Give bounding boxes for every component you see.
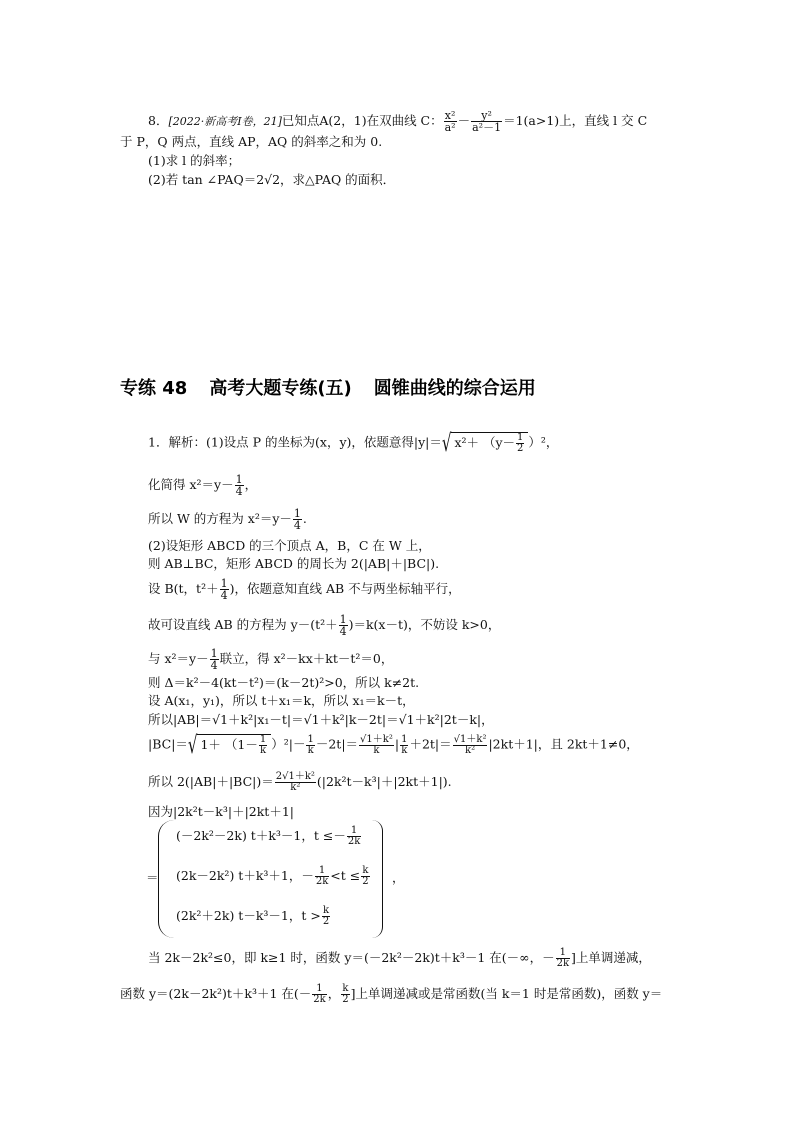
- fraction: [400, 735, 408, 756]
- denominator: 2: [362, 876, 369, 887]
- denominator: 2k: [315, 876, 329, 887]
- denominator: k: [307, 744, 314, 756]
- fraction: [293, 508, 302, 531]
- denominator: a²: [444, 121, 456, 134]
- text: 设 B(t，t²＋: [148, 581, 219, 596]
- text: (2k²＋2k) t－k³－1，t >: [176, 908, 321, 923]
- numerator: 1: [517, 432, 524, 443]
- text: 所以 2(|AB|＋|BC|)＝: [148, 774, 274, 789]
- numerator: 1: [347, 826, 361, 837]
- denominator: 2: [322, 916, 330, 927]
- case-1: [176, 826, 362, 847]
- fraction: [361, 866, 369, 887]
- text: ，: [327, 986, 341, 1001]
- cases-end: ，: [392, 870, 405, 885]
- solution-line-16: [120, 984, 662, 1005]
- solution-line-14: 因为|2k²t－k³|＋|2kt＋1|: [148, 804, 294, 819]
- problem-line-3: (1)求 l 的斜率；: [148, 153, 241, 168]
- numerator: x²: [444, 109, 456, 122]
- numerator: k: [362, 865, 369, 876]
- sqrt-symbol: √: [441, 428, 452, 458]
- denominator: k: [373, 744, 380, 756]
- denominator: 4: [293, 519, 301, 532]
- solution-line-11: 所以|AB|＝√1＋k²|x₁－t|＝√1＋k²|k－2t|＝√1＋k²|2t－k|，: [148, 712, 494, 727]
- text: |2kt＋1|，且 2kt＋1≠0，: [488, 736, 639, 752]
- solution-line-5: 则 AB⊥BC，矩形 ABCD 的周长为 2(|AB|＋|BC|).: [148, 556, 440, 571]
- fraction: [220, 578, 229, 601]
- fraction: [312, 984, 326, 1005]
- numerator: 1: [315, 866, 329, 877]
- denominator: 4: [235, 485, 243, 498]
- fraction: [339, 614, 348, 637]
- sqrt-radicand: [197, 734, 271, 756]
- solution-line-13: [148, 772, 452, 793]
- fraction: [453, 735, 488, 756]
- text: ）²，: [528, 434, 559, 450]
- fraction: [235, 474, 244, 497]
- text: 所以 W 的方程为 x²＝y－: [148, 511, 292, 526]
- denominator: k: [260, 745, 267, 756]
- fraction: [322, 906, 330, 927]
- solution-line-3: [148, 508, 307, 531]
- text: 1＋ （1－: [200, 737, 258, 752]
- numerator: 1: [235, 473, 243, 486]
- text: －2t|＝: [315, 736, 359, 752]
- text: ）²|－: [271, 736, 306, 752]
- text: 与 x²＝y－: [148, 651, 209, 666]
- text: ＋2t|＝: [409, 736, 452, 752]
- numerator: √1＋k²: [360, 733, 393, 745]
- text: ，: [244, 477, 258, 492]
- text: )，依题意知直线 AB 不与两坐标轴平行，: [229, 581, 461, 596]
- denominator: a²－1: [472, 121, 502, 134]
- text: )＝k(x－t)，不妨设 k>0，: [348, 617, 501, 632]
- fraction: [306, 735, 314, 756]
- problem-source: [2022·新高考Ⅰ卷，21]: [168, 115, 282, 128]
- case-2: [176, 866, 371, 887]
- section-title: [120, 374, 536, 400]
- text: 函数 y＝(2k－2k²)t＋k³＋1 在(－: [120, 986, 312, 1001]
- section-number: 专练 48: [120, 378, 188, 399]
- denominator: 2k: [556, 958, 570, 969]
- problem-line-4: (2)若 tan ∠PAQ＝2√2，求△PAQ 的面积．: [148, 172, 396, 187]
- sqrt-radicand: [451, 432, 528, 454]
- fraction: [259, 735, 267, 756]
- numerator: y²: [471, 110, 502, 122]
- text: 联立，得 x²－kx＋kt－t²＝0，: [219, 651, 394, 666]
- section-subtitle: 高考大题专练(五): [209, 378, 352, 399]
- text: ]上单调递减，: [571, 950, 651, 965]
- denominator: k: [401, 744, 408, 756]
- text: 故可设直线 AB 的方程为 y－(t²＋: [148, 617, 338, 632]
- fraction: [471, 110, 502, 133]
- denominator: 4: [210, 659, 218, 672]
- numerator: 1: [307, 733, 314, 745]
- text: 当 2k－2k²≤0，即 k≥1 时，函数 y＝(－2k²－2k)t＋k³－1 在(－∞，－: [148, 950, 555, 965]
- text: <t ≤: [330, 868, 361, 883]
- fraction: [359, 735, 394, 756]
- right-brace: [372, 820, 383, 938]
- fraction: [556, 948, 570, 969]
- denominator: 2k: [347, 836, 361, 847]
- numerator: 2√1＋k²: [275, 771, 315, 782]
- text: －: [457, 113, 471, 128]
- solution-line-4: (2)设矩形 ABCD 的三个顶点 A，B，C 在 W 上，: [148, 538, 431, 553]
- solution-line-1: [148, 428, 559, 458]
- numerator: 1: [401, 733, 408, 745]
- fraction: [347, 826, 361, 847]
- numerator: k: [322, 905, 330, 916]
- text: ]上单调递减或是常函数(当 k＝1 时是常函数)，函数 y＝: [350, 986, 663, 1001]
- text: A(2，1)在双曲线 C：: [319, 113, 443, 128]
- denominator: 2k: [313, 994, 326, 1005]
- numerator: √1＋k²: [453, 733, 487, 745]
- solution-line-15: [148, 948, 651, 969]
- numerator: 1: [220, 577, 228, 590]
- problem-line-1: [148, 110, 647, 133]
- sqrt-symbol: √: [187, 730, 198, 760]
- text: 已知点: [281, 113, 320, 128]
- numerator: 1: [556, 948, 570, 959]
- solution-line-8: [148, 648, 393, 671]
- denominator: 4: [220, 589, 228, 602]
- equals-sign: ＝: [146, 870, 159, 885]
- text: 1．解析：(1)设点 P 的坐标为(x，y)，依题意得|y|＝: [148, 434, 442, 450]
- denominator: 2: [342, 994, 349, 1005]
- case-3: [176, 906, 331, 927]
- left-brace: [158, 820, 175, 938]
- text: x²＋ （y－: [454, 435, 516, 450]
- text: (|2k²t－k³|＋|2kt＋1|).: [316, 774, 452, 789]
- text: 化简得 x²＝y－: [148, 477, 234, 492]
- problem-number: 8．: [148, 113, 169, 128]
- solution-line-10: 设 A(x₁，y₁)，所以 t＋x₁＝k，所以 x₁＝k－t，: [148, 693, 415, 708]
- solution-line-7: [148, 614, 500, 637]
- numerator: k: [342, 983, 349, 994]
- text: ＝1(a>1)上，直线 l 交 C: [503, 113, 648, 128]
- solution-line-6: [148, 578, 461, 601]
- problem-line-2: 于 P，Q 两点，直线 AP，AQ 的斜率之和为 0.: [120, 134, 383, 149]
- fraction: [315, 866, 329, 887]
- solution-line-12: [148, 730, 639, 760]
- denominator: 2: [517, 443, 524, 454]
- fraction: [341, 984, 349, 1005]
- denominator: k²: [290, 782, 301, 793]
- denominator: 4: [339, 625, 347, 638]
- text: .: [302, 511, 307, 526]
- solution-line-9: 则 Δ＝k²－4(kt－t²)＝(k－2t)²>0，所以 k≠2t.: [148, 675, 420, 690]
- numerator: 1: [259, 734, 267, 745]
- denominator: k²: [465, 744, 476, 756]
- section-topic: 圆锥曲线的综合运用: [373, 378, 536, 399]
- numerator: 1: [293, 507, 301, 520]
- text: (－2k²－2k) t＋k³－1，t ≤－: [176, 828, 346, 843]
- fraction: [210, 648, 219, 671]
- text: |BC|＝: [148, 736, 188, 752]
- text: (2k－2k²) t＋k³＋1，－: [176, 868, 314, 883]
- fraction: [444, 110, 457, 133]
- solution-line-2: [148, 474, 257, 497]
- numerator: 1: [339, 613, 347, 626]
- numerator: 1: [210, 647, 218, 660]
- numerator: 1: [312, 984, 326, 995]
- fraction: [275, 772, 316, 793]
- text: |: [394, 736, 400, 752]
- fraction: [516, 433, 524, 454]
